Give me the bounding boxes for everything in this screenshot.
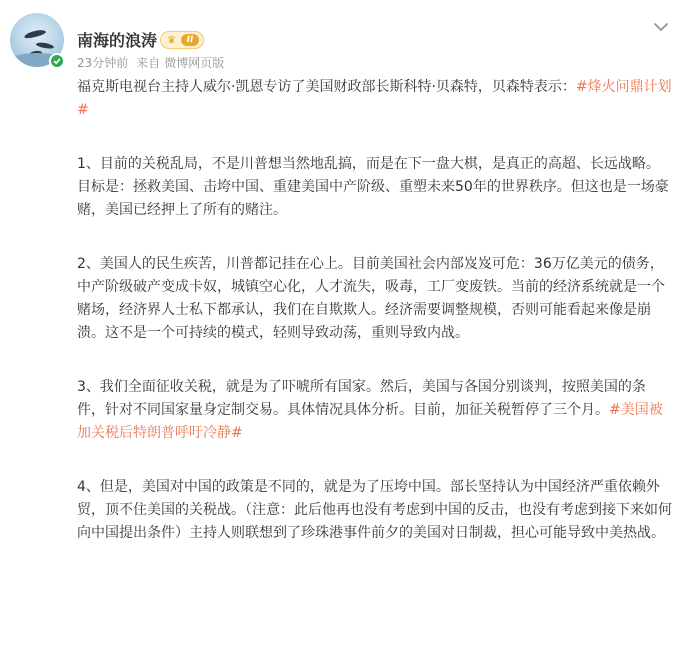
rank-badge[interactable]	[160, 31, 204, 49]
post-body	[77, 76, 673, 576]
crown-icon: ♛	[167, 35, 176, 46]
chevron-down-icon[interactable]	[653, 18, 669, 30]
paragraph-2: 2、美国人的民生疾苦，川普都记挂在心上。目前美国社会内部岌岌可危：36万亿美元的债务，中产阶级破产变成卡奴，城镇空心化，人才流失，吸毒，工厂变废铁。当前的经济系统就是一个赌场，经济界人士私下都承认，我们在自欺欺人。经济需要调整规模，否则可能看起来像是崩溃。这不是一个可持续的模式，轻则导致动荡，重则导致内战。	[77, 256, 665, 341]
verified-badge-icon	[49, 53, 65, 69]
avatar-bird-shape	[24, 28, 47, 39]
hashtag-link[interactable]: #烽火问鼎计划#	[77, 79, 672, 118]
post-header	[0, 0, 688, 72]
rank-level: II	[181, 34, 199, 46]
paragraph-3	[77, 376, 673, 445]
paragraph-1: 1、目前的关税乱局，不是川普想当然地乱搞，而是在下一盘大棋，是真正的高超、长远战略。目标是：拯救美国、击垮中国、重建美国中产阶级、重塑未来50年的世界秩序。但这也是一场豪赌，美国已经押上了所有的赌注。	[77, 156, 669, 218]
paragraph-4: 4、但是，美国对中国的政策是不同的，就是为了压垮中国。部长坚持认为中国经济严重依赖外贸，顶不住美国的关税战。（注意：此后他再也没有考虑到中国的反击，也没有考虑到接下来如何向中国提出条件）主持人则联想到了珍珠港事件前夕的美国对日制裁，担心可能导致中美热战。	[77, 479, 672, 541]
author-name[interactable]: 南海的浪涛	[77, 31, 158, 50]
avatar-bird-shape	[36, 41, 55, 49]
post-source: 微博网页版	[164, 56, 225, 70]
intro-text: 福克斯电视台主持人威尔·凯恩专访了美国财政部长斯科特·贝森特，贝森特表示：	[77, 79, 576, 95]
post-time[interactable]: 23分钟前	[77, 56, 129, 70]
post-meta	[77, 56, 232, 70]
paragraph-3-text: 3、我们全面征收关税，就是为了吓唬所有国家。然后，美国与各国分别谈判，按照美国的条件，针对不同国家量身定制交易。具体情况具体分析。目前，加征关税暂停了三个月。	[77, 379, 646, 418]
hashtag-link[interactable]: #美国被加关税后特朗普呼吁冷静#	[77, 402, 663, 441]
post-intro	[77, 76, 673, 122]
source-prefix: 来自	[136, 56, 161, 70]
